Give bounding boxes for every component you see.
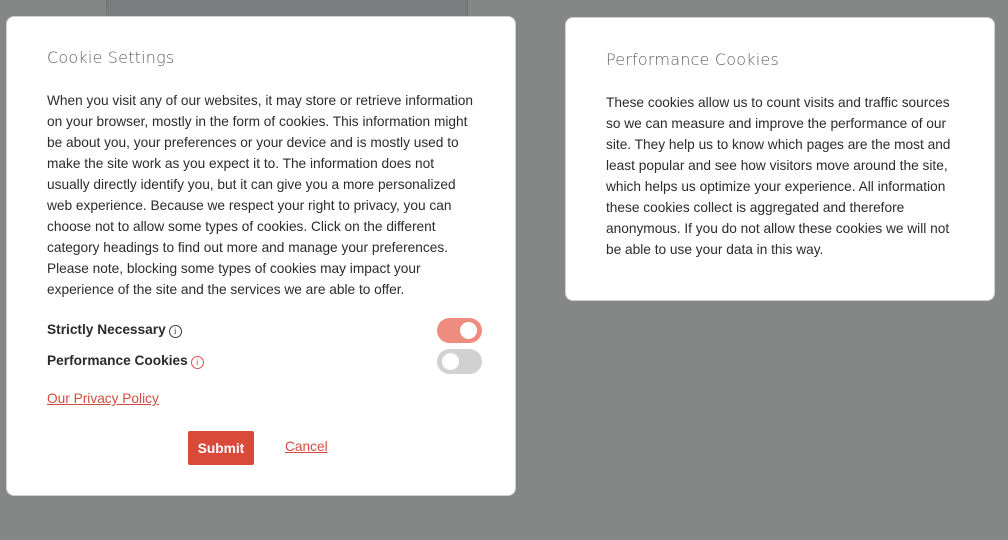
category-heading-strictly-necessary[interactable] — [47, 321, 182, 339]
info-icon[interactable]: i — [191, 356, 204, 369]
detail-description: These cookies allow us to count visits and traffic sources so we can measure and improve the performance of our site. They help us to know which pages are the most and least popular and see how visitors move around the site, which helps us optimize your experience. All information these cookies collect is aggregated and therefore anonymous. If you do not allow these cookies we will not be able to use your data in this way. — [606, 95, 951, 257]
toggle-knob — [442, 353, 459, 370]
dialog-title: Cookie Settings — [47, 48, 175, 67]
category-label: Strictly Necessary — [47, 322, 166, 337]
cancel-link[interactable]: Cancel — [285, 439, 328, 454]
submit-button[interactable]: Submit — [188, 431, 254, 465]
category-row-strictly-necessary — [47, 318, 477, 344]
dialog-description: When you visit any of our websites, it may store or retrieve information on your browser, mostly in the form of cookies. This information might be about you, your preferences or your device and is mostly used to make the site work as you expect it to. The information does not usually directly identify you, but it can give you a more personalized web experience. Because we respect your right to privacy, you can choose not to allow some types of cookies. Click on the different category headings to find out more and manage your preferences. Please note, blocking some types of cookies may impact your experience of the site and the services we are able to offer. — [47, 93, 474, 297]
category-detail-panel — [565, 17, 995, 301]
detail-title: Performance Cookies — [606, 50, 779, 69]
category-heading-performance-cookies[interactable] — [47, 352, 204, 370]
performance-cookies-toggle[interactable] — [437, 349, 482, 374]
category-label: Performance Cookies — [47, 353, 188, 368]
info-icon[interactable]: i — [169, 325, 182, 338]
toggle-knob — [460, 322, 477, 339]
strictly-necessary-toggle[interactable] — [437, 318, 482, 343]
privacy-policy-link[interactable]: Our Privacy Policy — [47, 391, 159, 406]
cookie-settings-dialog — [6, 16, 516, 496]
category-row-performance-cookies — [47, 349, 477, 375]
background-page-strip — [106, 0, 468, 17]
